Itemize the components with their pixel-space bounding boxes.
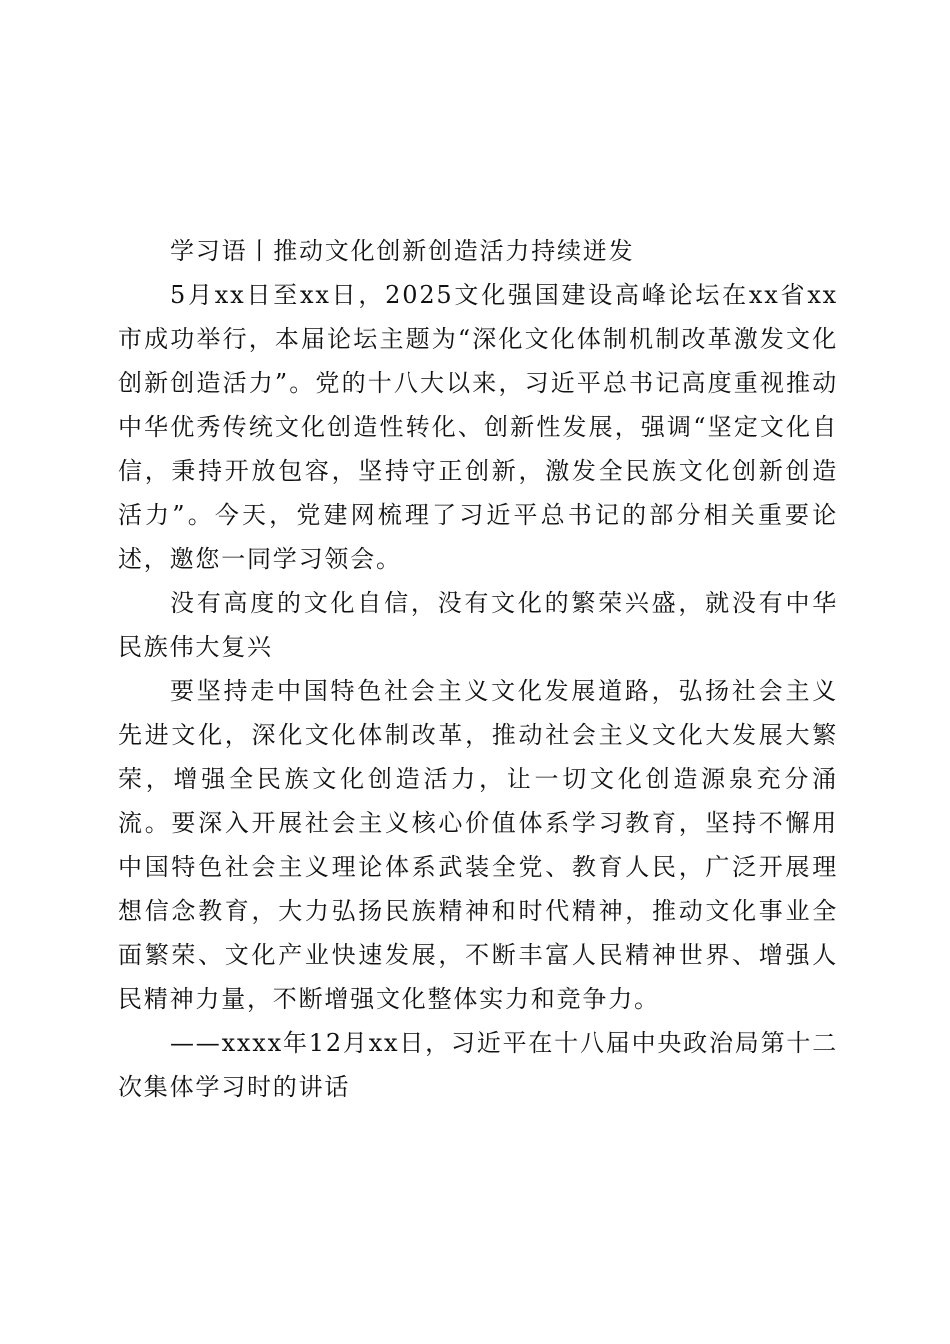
intro-paragraph: 5月xx日至xx日，2025文化强国建设高峰论坛在xx省xx市成功举行，本届论坛主题为“深化文化体制机制改革激发文化创新创造活力”。党的十八大以来，习近平总书记高度重视推动中华优秀传统文化创造性转化、创新性发展，强调“坚定文化自信，秉持开放包容，坚持守正创新，激发全民族文化创新创造活力”。今天，党建网梳理了习近平总书记的部分相关重要论述，邀您一同学习领会。 — [118, 281, 838, 573]
document-body — [118, 229, 838, 1109]
document-title: 学习语丨推动文化创新创造活力持续迸发 — [170, 237, 635, 265]
quote-source: ——xxxx年12月xx日，习近平在十八届中央政治局第十二次集体学习时的讲话 — [118, 1029, 838, 1101]
quote-paragraph: 要坚持走中国特色社会主义文化发展道路，弘扬社会主义先进文化，深化文化体制改革，推动社会主义文化大发展大繁荣，增强全民族文化创造活力，让一切文化创造源泉充分涌流。要深入开展社会主义核心价值体系学习教育，坚持不懈用中国特色社会主义理论体系武装全党、教育人民，广泛开展理想信念教育，大力弘扬民族精神和时代精神，推动文化事业全面繁荣、文化产业快速发展，不断丰富人民精神世界、增强人民精神力量，不断增强文化整体实力和竞争力。 — [118, 677, 838, 1013]
section-heading: 没有高度的文化自信，没有文化的繁荣兴盛，就没有中华民族伟大复兴 — [118, 589, 838, 661]
